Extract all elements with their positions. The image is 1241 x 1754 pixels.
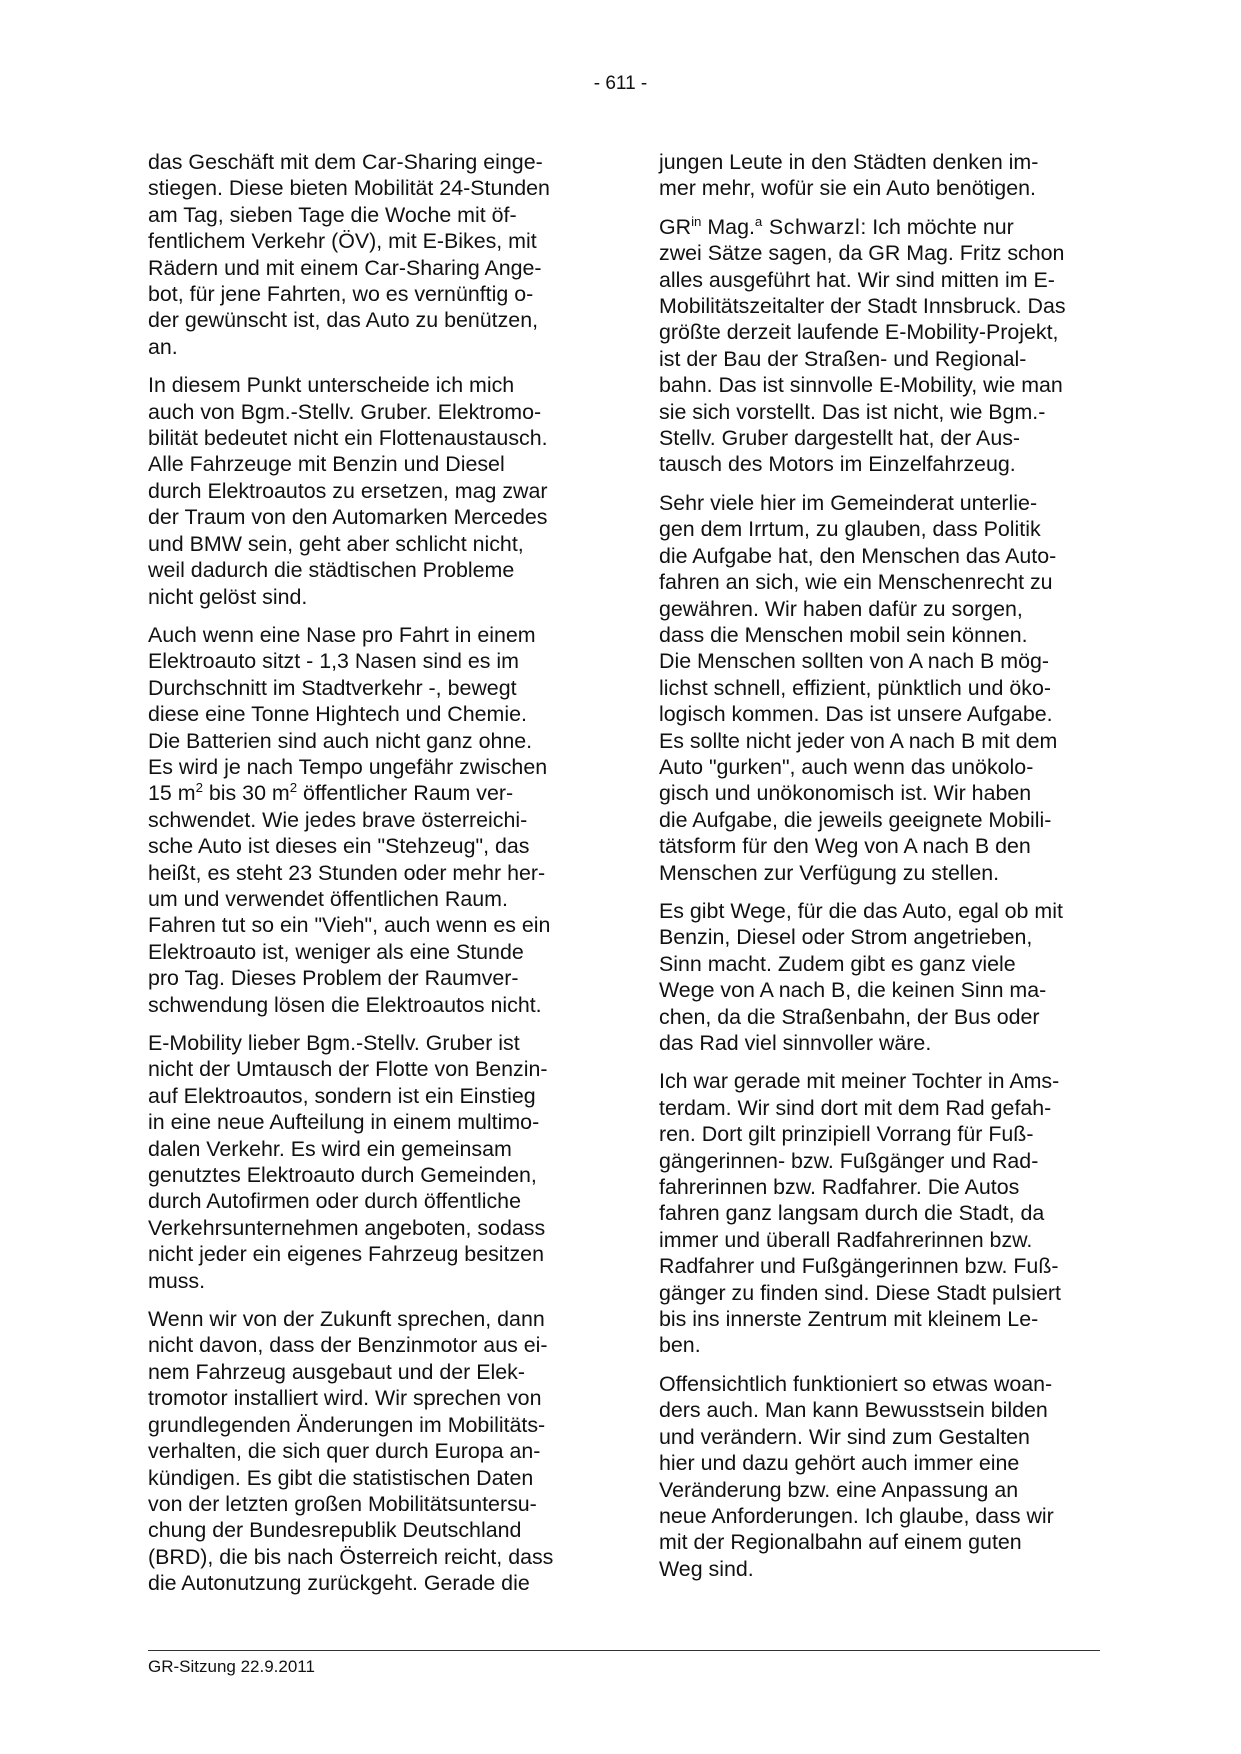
text-line-with-superscript (148, 780, 593, 806)
paragraph (148, 149, 593, 360)
text-line: gänger zu finden sind. Diese Stadt pulsiert (659, 1280, 1061, 1305)
text-line: zwei Sätze sagen, da GR Mag. Fritz schon (659, 241, 1065, 266)
text-line: durch Autofirmen oder durch öffentliche (148, 1189, 521, 1214)
page-number: - 611 - (593, 73, 648, 94)
text-line: jungen Leute in den Städten denken im- (659, 150, 1039, 174)
text-line: Rädern und mit einem Car-Sharing Ange- (148, 255, 542, 280)
text-line: der gewünscht ist, das Auto zu benützen, (148, 308, 539, 333)
text-line: Sehr viele hier im Gemeinderat unterlie- (659, 490, 1038, 515)
text-line: Offensichtlich funktioniert so etwas woan- (659, 1371, 1053, 1396)
text-line: ders auch. Man kann Bewusstsein bilden (659, 1398, 1048, 1423)
text-line: gisch und unökonomisch ist. Wir haben (659, 781, 1032, 806)
text-line: Sinn macht. Zudem gibt es ganz viele (659, 951, 1016, 976)
text-line: Es wird je nach Tempo ungefähr zwischen (148, 754, 548, 779)
superscript: in (691, 213, 702, 229)
text-line: auch von Bgm.-Stellv. Gruber. Elektromo- (148, 399, 542, 424)
text-line: Es gibt Wege, für die das Auto, egal ob mit (659, 898, 1063, 923)
text-line: an. (148, 334, 178, 359)
text-line: lichst schnell, effizient, pünktlich und öko- (659, 675, 1051, 700)
speaker-paragraph (659, 214, 1104, 478)
text-line: fahren ganz langsam durch die Stadt, da (659, 1201, 1045, 1226)
text-line: nicht der Umtausch der Flotte von Benzin- (148, 1057, 548, 1082)
text-line: Benzin, Diesel oder Strom angetrieben, (659, 925, 1033, 950)
text-line: genutztes Elektroauto durch Gemeinden, (148, 1163, 537, 1188)
paragraph (659, 1068, 1104, 1358)
text-line: ren. Dort gilt prinzipiell Vorrang für Fuß- (659, 1122, 1034, 1147)
speaker-title: GR (659, 214, 692, 239)
text-line: das Rad viel sinnvoller wäre. (659, 1031, 932, 1055)
text-line: ben. (659, 1333, 701, 1358)
paragraph (659, 490, 1104, 886)
text-line: Alle Fahrzeuge mit Benzin und Diesel (148, 452, 505, 477)
text-line: am Tag, sieben Tage die Woche mit öf- (148, 202, 517, 227)
text-line: chen, da die Straßenbahn, der Bus oder (659, 1004, 1040, 1029)
footer-divider (148, 1650, 1100, 1651)
text-fragment: : Ich möchte nur (860, 214, 1014, 239)
paragraph (659, 149, 1104, 202)
left-column (148, 149, 593, 1609)
text-line: Die Batterien sind auch nicht ganz ohne. (148, 728, 533, 753)
superscript: a (754, 213, 763, 229)
text-line: logisch kommen. Das ist unsere Aufgabe. (659, 702, 1053, 727)
text-line: um und verwendet öffentlichen Raum. (148, 886, 508, 911)
text-line: Radfahrer und Fußgängerinnen bzw. Fuß- (659, 1254, 1059, 1279)
text-line: von der letzten großen Mobilitätsuntersu- (148, 1491, 537, 1516)
text-line: (BRD), die bis nach Österreich reicht, dass (148, 1544, 554, 1569)
paragraph (148, 1030, 593, 1294)
text-line: auf Elektroautos, sondern ist ein Einstieg (148, 1083, 536, 1108)
text-line: fentlichem Verkehr (ÖV), mit E-Bikes, mit (148, 229, 537, 254)
text-line: Wege von A nach B, die keinen Sinn ma- (659, 978, 1047, 1003)
text-line: Ich war gerade mit meiner Tochter in Ams- (659, 1069, 1060, 1094)
text-line: schwendet. Wie jedes brave österreichi- (148, 807, 528, 832)
text-line: bilität bedeutet nicht ein Flottenaustausch. (148, 426, 548, 451)
text-line: alles ausgeführt hat. Wir sind mitten im E- (659, 267, 1055, 292)
text-line: größte derzeit laufende E-Mobility-Projekt, (659, 320, 1059, 345)
text-line: ist der Bau der Straßen- und Regional- (659, 346, 1027, 371)
text-line: und BMW sein, geht aber schlicht nicht, (148, 531, 524, 556)
text-line: pro Tag. Dieses Problem der Raumver- (148, 966, 519, 991)
text-line: Wenn wir von der Zukunft sprechen, dann (148, 1307, 545, 1332)
text-line: bahn. Das ist sinnvolle E-Mobility, wie man (659, 373, 1063, 398)
text-line: nem Fahrzeug ausgebaut und der Elek- (148, 1359, 525, 1384)
text-line: gängerinnen- bzw. Fußgänger und Rad- (659, 1148, 1039, 1173)
text-line: der Traum von den Automarken Mercedes (148, 505, 548, 530)
text-line: nicht davon, dass der Benzinmotor aus ei- (148, 1333, 548, 1358)
text-fragment: 15 m (148, 781, 196, 806)
paragraph (148, 1306, 593, 1596)
right-column (659, 149, 1104, 1594)
text-line: Auch wenn eine Nase pro Fahrt in einem (148, 622, 536, 647)
superscript: 2 (289, 780, 298, 796)
text-line: bis ins innerste Zentrum mit kleinem Le- (659, 1307, 1039, 1332)
text-line: muss. (148, 1268, 206, 1293)
text-line: sie sich vorstellt. Das ist nicht, wie Bgm.- (659, 399, 1046, 424)
text-line: neue Anforderungen. Ich glaube, dass wir (659, 1503, 1054, 1528)
text-line: kündigen. Es gibt die statistischen Daten (148, 1465, 534, 1490)
text-line: fahren an sich, wie ein Menschenrecht zu (659, 570, 1053, 595)
text-line: Stellv. Gruber dargestellt hat, der Aus- (659, 426, 1021, 451)
text-line: die Aufgabe hat, den Menschen das Auto- (659, 543, 1057, 568)
text-line: In diesem Punkt unterscheide ich mich (148, 373, 515, 398)
text-fragment: öffentlicher Raum ver- (297, 781, 514, 806)
text-line: Elektroauto ist, weniger als eine Stunde (148, 939, 524, 964)
paragraph (148, 622, 593, 1018)
text-line: die Aufgabe, die jeweils geeignete Mobili- (659, 807, 1052, 832)
text-line: Auto "gurken", auch wenn das unökolo- (659, 754, 1034, 779)
text-line: terdam. Wir sind dort mit dem Rad gefah- (659, 1095, 1052, 1120)
text-line: weil dadurch die städtischen Probleme (148, 558, 515, 583)
speaker-line (659, 214, 1104, 240)
text-line: dalen Verkehr. Es wird ein gemeinsam (148, 1136, 512, 1161)
text-line: Weg sind. (659, 1556, 754, 1581)
text-line: Menschen zur Verfügung zu stellen. (659, 860, 1000, 885)
text-line: Die Menschen sollten von A nach B mög- (659, 649, 1050, 674)
text-line: Verkehrsunternehmen angeboten, sodass (148, 1215, 546, 1240)
text-line: die Autonutzung zurückgeht. Gerade die (148, 1571, 530, 1596)
paragraph (659, 898, 1104, 1056)
text-line: das Geschäft mit dem Car-Sharing einge- (148, 150, 543, 174)
text-line: diese eine Tonne Hightech und Chemie. (148, 702, 527, 727)
text-line: heißt, es steht 23 Stunden oder mehr her- (148, 860, 546, 885)
speaker-title: Mag. (701, 214, 755, 239)
paragraph (659, 1371, 1104, 1582)
text-line: Durchschnitt im Stadtverkehr -, bewegt (148, 675, 517, 700)
footer-session-date: GR-Sitzung 22.9.2011 (148, 1657, 315, 1676)
text-line: sche Auto ist dieses ein "Stehzeug", das (148, 834, 530, 859)
text-line: nicht jeder ein eigenes Fahrzeug besitzen (148, 1242, 544, 1267)
text-line: fahrerinnen bzw. Radfahrer. Die Autos (659, 1175, 1020, 1200)
text-line: immer und überall Radfahrerinnen bzw. (659, 1227, 1033, 1252)
text-line: chung der Bundesrepublik Deutschland (148, 1518, 522, 1543)
text-line: E-Mobility lieber Bgm.-Stellv. Gruber ist (148, 1031, 520, 1055)
paragraph (148, 372, 593, 610)
text-line: Mobilitätszeitalter der Stadt Innsbruck. Das (659, 294, 1066, 319)
speaker-name: Schwarzl (762, 214, 861, 239)
text-line: und verändern. Wir sind zum Gestalten (659, 1424, 1030, 1449)
text-line: schwendung lösen die Elektroautos nicht. (148, 992, 542, 1017)
text-line: Veränderung bzw. eine Anpassung an (659, 1477, 1019, 1502)
text-line: tausch des Motors im Einzelfahrzeug. (659, 452, 1016, 477)
text-line: grundlegenden Änderungen im Mobilitäts- (148, 1412, 546, 1437)
text-line: tätsform für den Weg von A nach B den (659, 834, 1031, 859)
text-line: verhalten, die sich quer durch Europa an- (148, 1439, 541, 1464)
text-line: dass die Menschen mobil sein können. (659, 622, 1028, 647)
superscript: 2 (195, 780, 203, 796)
text-line: bot, für jene Fahrten, wo es vernünftig o- (148, 282, 534, 307)
text-line: hier und dazu gehört auch immer eine (659, 1451, 1020, 1476)
text-line: stiegen. Diese bieten Mobilität 24-Stunden (148, 176, 550, 201)
text-line: Es sollte nicht jeder von A nach B mit dem (659, 728, 1058, 753)
text-line: Fahren tut so ein "Vieh", auch wenn es ein (148, 913, 551, 938)
text-line: Elektroauto sitzt - 1,3 Nasen sind es im (148, 649, 519, 674)
text-line: mer mehr, wofür sie ein Auto benötigen. (659, 176, 1036, 201)
text-line: tromotor installiert wird. Wir sprechen von (148, 1386, 542, 1411)
text-line: gewähren. Wir haben dafür zu sorgen, (659, 596, 1023, 621)
text-line: in eine neue Aufteilung in einem multimo- (148, 1110, 540, 1135)
text-fragment: bis 30 m (202, 781, 290, 806)
text-line: durch Elektroautos zu ersetzen, mag zwar (148, 478, 548, 503)
text-line: gen dem Irrtum, zu glauben, dass Politik (659, 517, 1041, 542)
text-line: mit der Regionalbahn auf einem guten (659, 1530, 1022, 1555)
text-line: nicht gelöst sind. (148, 584, 308, 609)
